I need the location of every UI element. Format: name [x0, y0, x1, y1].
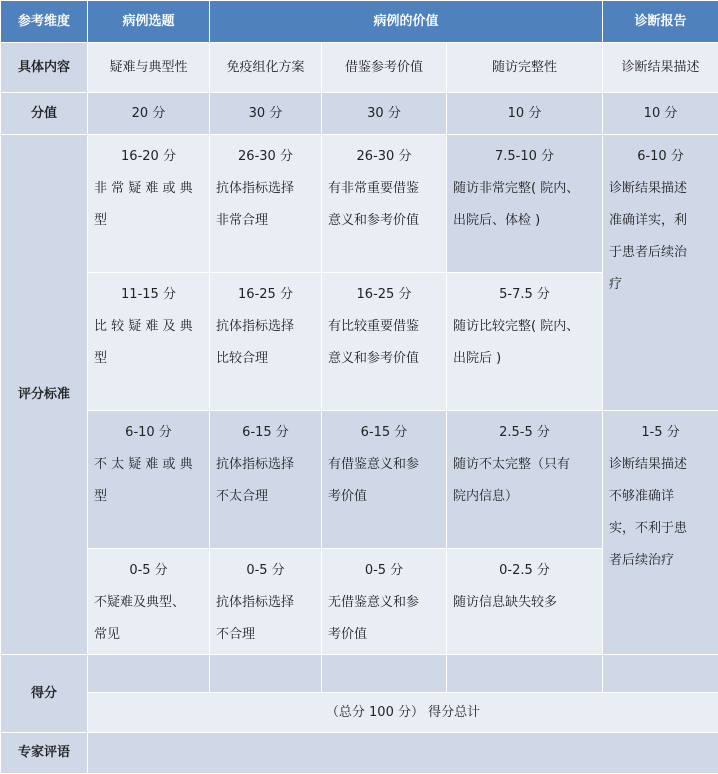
score-value: 20 分 [88, 93, 210, 135]
criteria-text: 随访非常完整( 院内、 [453, 173, 596, 205]
content-item: 诊断结果描述 [603, 43, 718, 93]
criteria-points: 1-5 分 [609, 417, 712, 449]
criteria-points: 0-5 分 [216, 555, 315, 587]
criteria-cell [210, 549, 322, 655]
score-entry-cell[interactable] [210, 655, 322, 693]
criteria-text: 有比较重要借鉴 [328, 311, 440, 343]
criteria-text: 诊断结果描述 [609, 449, 712, 481]
total-score-cell[interactable]: （总分 100 分） 得分总计 [88, 693, 718, 733]
criteria-cell [322, 273, 447, 411]
content-item: 随访完整性 [447, 43, 603, 93]
criteria-text: 有借鉴意义和参 [328, 449, 440, 481]
criteria-text: 实，不利于患 [609, 513, 712, 545]
criteria-text: 无借鉴意义和参 [328, 587, 440, 619]
criteria-text: 比较合理 [216, 343, 315, 375]
content-item: 免疫组化方案 [210, 43, 322, 93]
criteria-text: 者后续治疗 [609, 545, 712, 577]
criteria-text: 抗体指标选择 [216, 449, 315, 481]
score-value: 30 分 [210, 93, 322, 135]
diagnosis-criteria-cell [603, 135, 718, 411]
criteria-text: 出院后 ) [453, 343, 596, 375]
criteria-points: 7.5-10 分 [453, 141, 596, 173]
criteria-text: 非常合理 [216, 205, 315, 237]
criteria-text: 考价值 [328, 481, 440, 513]
criteria-text: 于患者后续治 [609, 237, 712, 269]
diagnosis-criteria-cell [603, 411, 718, 655]
criteria-cell [447, 411, 603, 549]
criteria-text: 比 较 疑 难 及 典 [94, 311, 203, 343]
expert-comment-cell[interactable] [88, 733, 718, 774]
criteria-points: 6-10 分 [609, 141, 712, 173]
criteria-points: 6-15 分 [328, 417, 440, 449]
score-entry-cell[interactable] [88, 655, 210, 693]
header-case-value: 病例的价值 [210, 1, 603, 43]
criteria-points: 26-30 分 [328, 141, 440, 173]
criteria-text: 意义和参考价值 [328, 205, 440, 237]
score-value: 10 分 [447, 93, 603, 135]
criteria-text: 不合理 [216, 619, 315, 651]
criteria-text: 不疑难及典型、 [94, 587, 203, 619]
criteria-text: 考价值 [328, 619, 440, 651]
criteria-cell [88, 411, 210, 549]
criteria-cell [322, 549, 447, 655]
score-entry-cell[interactable] [603, 655, 718, 693]
criteria-text: 准确详实，利 [609, 205, 712, 237]
criteria-cell [210, 411, 322, 549]
criteria-cell [210, 273, 322, 411]
criteria-text: 诊断结果描述 [609, 173, 712, 205]
row-label-score: 分值 [1, 93, 88, 135]
criteria-text: 随访不太完整（只有 [453, 449, 596, 481]
criteria-text: 常见 [94, 619, 203, 651]
criteria-cell [88, 549, 210, 655]
criteria-text: 院内信息） [453, 481, 596, 513]
criteria-points: 2.5-5 分 [453, 417, 596, 449]
criteria-points: 0-2.5 分 [453, 555, 596, 587]
criteria-text: 型 [94, 205, 203, 237]
criteria-text: 有非常重要借鉴 [328, 173, 440, 205]
criteria-points: 16-25 分 [216, 279, 315, 311]
criteria-cell [88, 135, 210, 273]
row-label-content: 具体内容 [1, 43, 88, 93]
score-value: 10 分 [603, 93, 718, 135]
criteria-text: 随访信息缺失较多 [453, 587, 596, 619]
criteria-cell [322, 411, 447, 549]
criteria-text: 不太合理 [216, 481, 315, 513]
content-item: 疑难与典型性 [88, 43, 210, 93]
criteria-points: 0-5 分 [328, 555, 440, 587]
criteria-cell [447, 549, 603, 655]
criteria-points: 5-7.5 分 [453, 279, 596, 311]
score-entry-cell[interactable] [447, 655, 603, 693]
criteria-cell [88, 273, 210, 411]
criteria-points: 26-30 分 [216, 141, 315, 173]
criteria-cell [322, 135, 447, 273]
criteria-text: 型 [94, 343, 203, 375]
criteria-text: 抗体指标选择 [216, 587, 315, 619]
criteria-cell [447, 135, 603, 273]
criteria-points: 6-15 分 [216, 417, 315, 449]
criteria-points: 6-10 分 [94, 417, 203, 449]
row-label-expert-comment: 专家评语 [1, 733, 88, 774]
content-item: 借鉴参考价值 [322, 43, 447, 93]
criteria-points: 16-20 分 [94, 141, 203, 173]
score-value: 30 分 [322, 93, 447, 135]
criteria-cell [210, 135, 322, 273]
header-dimension: 参考维度 [1, 1, 88, 43]
criteria-text: 抗体指标选择 [216, 311, 315, 343]
header-diagnosis-report: 诊断报告 [603, 1, 718, 43]
criteria-text: 疗 [609, 269, 712, 301]
criteria-text: 不 太 疑 难 或 典 [94, 449, 203, 481]
criteria-text: 不够准确详 [609, 481, 712, 513]
criteria-text: 型 [94, 481, 203, 513]
row-label-criteria: 评分标准 [1, 135, 88, 655]
criteria-text: 抗体指标选择 [216, 173, 315, 205]
score-entry-cell[interactable] [322, 655, 447, 693]
row-label-score-obtained: 得分 [1, 655, 88, 733]
criteria-cell [447, 273, 603, 411]
criteria-text: 随访比较完整( 院内、 [453, 311, 596, 343]
header-case-selection: 病例选题 [88, 1, 210, 43]
criteria-points: 0-5 分 [94, 555, 203, 587]
criteria-text: 出院后、体检 ) [453, 205, 596, 237]
criteria-points: 11-15 分 [94, 279, 203, 311]
criteria-text: 非 常 疑 难 或 典 [94, 173, 203, 205]
criteria-points: 16-25 分 [328, 279, 440, 311]
criteria-text: 意义和参考价值 [328, 343, 440, 375]
